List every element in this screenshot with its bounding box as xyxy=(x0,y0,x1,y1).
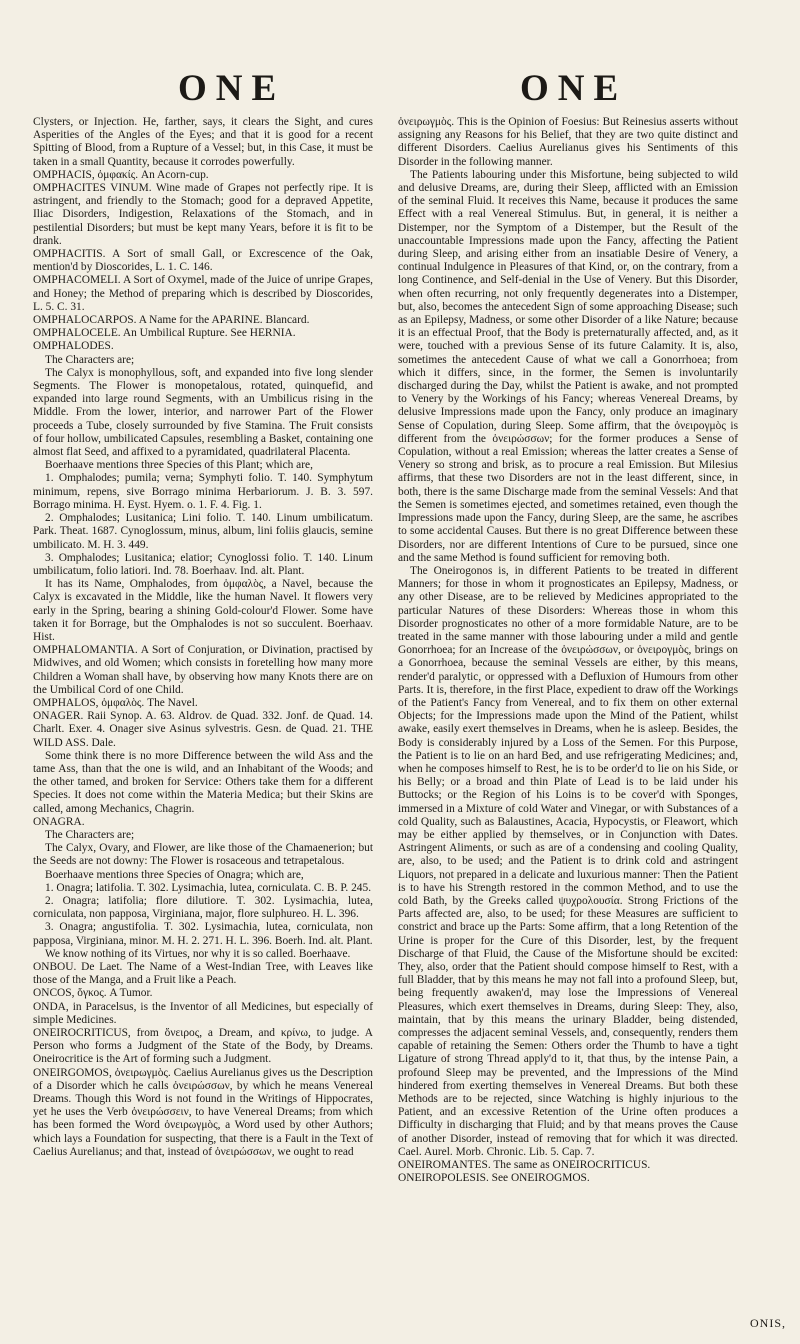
running-head-left: ONE xyxy=(178,68,286,109)
entry-paragraph: 1. Onagra; latifolia. T. 302. Lysimachia, lutea, corniculata. C. B. P. 245. xyxy=(45,881,372,894)
entry-onagra: ONAGRA. xyxy=(33,815,85,828)
entry-paragraph: It has its Name, Omphalodes, from ὀμφαλὸς, a Navel, because the Calyx is excavated in the Middle, like the human Navel. It flowers very early in the Spring, bearing a shining Gold-colour'd Flower. Some have taken it for Borrage, but the Omphalodes is not so succulent. Boerhaav. Hist. xyxy=(33,578,373,643)
entry-onbou: ONBOU. De Laet. The Name of a West-Indian Tree, with Leaves like those of the Manga, and a Fruit like a Peach. xyxy=(33,961,373,987)
entry-omphacis: OMPHACIS, ὀμφακίς. An Acorn-cup. xyxy=(33,168,209,181)
entry-paragraph: The Oneirogonos is, in different Patients to be treated in different Manners; for those in whom it prognosticates an Epilepsy, Madness, or any other Disease, are to be relieved by Medicines appropriated to the particular Natures of these Disorders: Whereas those in whom this Disorder prognosticates no other of a more formidable Nature, are to be treated in the same manner with those labouring under a mild and gentle Gonorrhoea; for an Increase of the ὀνειρώσσων, or ὀνειρογμὸς, brings on a Gonorrhoea, because the seminal Vessels are either, by this means, render'd paralytic, or oppressed with a Defluxion of Humours from other Parts. It is, therefore, in the first Place, expedient to draw off the Workings of the Patient's Fancy from Venereal, and to fix them on other external Objects; for the Impressions made upon the Mind of the Patient, whilst awake, easily exert themselves in Dreams, when he is asleep. Besides, the Body is considerably injured by a Loss of the Semen. For this Purpose, the Patient is to lie on an hard Bed, and use refrigerating Medicines; and, when he composes himself to Rest, he is to be order'd to lie on his Side, or his Belly; or a broad and thin Plate of Lead is to be laid under his Buttocks; or the Region of his Loins is to be cover'd with Sponges, immersed in a Mixture of cold Water and Vinegar, or with Substances of a cold Quality, such as Balaustines, Acacia, Hypocystis, or Fleawort, which may be either applied by themselves, or in Conjunction with Dates. Astringent Aliments, or such as are of a condensing and cooling Quality, are, also, to be used; and the Patient is to drink cold and astringent Liquors, not prepared in a delicate and luxurious manner: Then the Patient is to have his Strength restored in the common Method, and to use the cold Bath, by the Greeks called ψυχρολουσία. Strong Frictions of the Parts affected are, also, to be used; for these Measures are sufficient to constrict and brace up the Parts: Some affirm, that a long Retention of the Urine is proper for the Cure of this Disorder, lest, by the frequent Discharge of that Fluid, the Cause of the Misfortune should be excited: They, also, order that the Patient should compose himself to Rest, with a full Bladder, that by this means he may not fall into a profound Sleep, but, being frequently awaken'd, may lose the Impressions of Venereal Pleasures, which exert themselves in Dreams, during Sleep: They, also, maintain, that by this means the urinary Bladder, being distended, compresses the adjacent seminal Vessels, and, consequently, renders them capable of retaining the Semen: Others order the Thumb to have a tight Ligature of strong Thread apply'd to it, that thus, by the intense Pain, a profound Sleep may be prevented, and the Impressions of the Mind hindered from exerting themselves in Venereal Dreams. But both these Methods are to be rejected, since Watching is highly injurious to the Patient, and an excessive Retention of the Urine often produces a Difficulty in discharging that Fluid; and by that means proves the Cause of another Disorder, instead of removing that for which it was directed. Cael. Aurel. Morb. Chronic. Lib. 5. Cap. 7. xyxy=(398,564,738,1158)
entry-paragraph: 2. Omphalodes; Lusitanica; Lini folio. T. 140. Linum umbilicatum. Park. Theat. 1687. Cynoglossum, minus, album, lini foliis glaucis, semine umbilicato. M. H. 3. 449. xyxy=(33,512,373,551)
entry-paragraph: The Characters are; xyxy=(45,828,135,841)
entry-omphacitis: OMPHACITIS. A Sort of small Gall, or Excrescence of the Oak, mention'd by Dioscorides, L. 1. C. 146. xyxy=(33,248,373,274)
entry-paragraph: Clysters, or Injection. He, farther, says, it clears the Sight, and cures Asperities of the Angles of the Eyes; and that it is good for a recent Spitting of Blood, from a Rupture of a Vessel; but, in this Case, it must be taken in a small Quantity, because it corrodes powerfully. xyxy=(33,116,373,168)
entry-paragraph: The Characters are; xyxy=(45,353,135,366)
entry-oneirocriticus: ONEIROCRITICUS, from ὄνειρος, a Dream, and κρίνω, to judge. A Person who forms a Judgment of the State of the Body, by Dreams. Oneirocritice is the Art of forming such a Judgment. xyxy=(33,1027,373,1066)
entry-paragraph: The Patients labouring under this Misfortune, being subjected to wild and delusive Dreams, are, during their Sleep, afflicted with an Emission of the seminal Fluid. It receives this Name, because it produces the same Effect with a real Venereal Stimulus. But, in general, it is neither a Distemper, nor the Symptom of a Distemper, but the Result of the unaccountable Impressions made upon the Fancy, affecting the Patient during Sleep, and arising either from an insatiable Desire of Venery, a continual Indulgence in Pleasures of that Kind, or, on the contrary, from a long Continence, and Self-denial in the Use of Venery. But this Disorder, when often recurring, not only frequently degenerates into a Distemper, but, also, becomes the antecedent Sign of some approaching Disease; such as an Epilepsy, Madness, or some other Disorder of a like Nature; because it is an effectual Proof, that the Body is preternaturally affected, and, as it were, touched with a previous Sense of its future Calamity. It is, also, sometimes the antecedent Cause of what we call a Gonorrhoea; from which it differs, since, in the former, the Semen is involuntarily discharged during the Day, whilst the Patient is awake, and not prompted to Venery by the Workings of his Fancy; whereas Venereal Dreams, by delusive Impressions made upon the Fancy, only produce an imaginary Sense of Copulation, during Sleep. Some affirm, that the ὀνειρογμὸς is different from the ὀνειρώσσων; for the former produces a Sense of Copulation, without a real Emission; whereas the latter creates a Sense of Venery so strong and brisk, as to procure a real Emission. But Milesius affirms, that these two Disorders are not in the least different, since, in both, there is the same Discharge made from the seminal Vessels: And that the Semen is sometimes ejected, and sometimes retained, even though the Impressions made upon the Fancy, during Sleep, are the same, he ascribes to some accidental Causes. But there is no great Difference between these Disorders, nor are different Intentions of Cure to be pursued, since one and the same Method is found sufficient for removing both. xyxy=(398,168,738,564)
entry-paragraph: The Calyx is monophyllous, soft, and expanded into five long slender Segments. The Flower is monopetalous, rotated, quinquefid, and expanded into large round Segments, with an Umbilicus rising in the Middle. From the lower, interior, and narrower Part of the Flower proceeds a Tube, closely surrounded by five Stamina. The Fruit consists of four hollow, umbilicated Capsules, resembling a Basket, containing one almost flat Seed, and affixed to a pyramidated, quadrilateral Placenta. xyxy=(33,366,373,459)
entry-paragraph: 2. Onagra; latifolia; flore dilutiore. T. 302. Lysimachia, lutea, corniculata, non papposa, Virginiana, major, flore sulphureo. H. L. 396. xyxy=(33,894,373,921)
entry-oncos: ONCOS, ὄγκος. A Tumor. xyxy=(33,987,153,1000)
entry-paragraph: Boerhaave mentions three Species of this Plant; which are, xyxy=(45,459,313,472)
entry-paragraph: 1. Omphalodes; pumila; verna; Symphyti folio. T. 140. Symphytum minimum, repens, sive Borrago minima Herbariorum. J. B. 3. 597. Borrago minima. H. Eyst. Hyem. o. 1. F. 4. Fig. 1. xyxy=(33,472,373,511)
entry-onda: ONDA, in Paracelsus, is the Inventor of all Medicines, but especially of simple Medicines. xyxy=(33,1000,373,1026)
entry-oneirgomos: ONEIRGOMOS, ὀνειρωγμὸς. Caelius Aurelianus gives us the Description of a Disorder which he calls ὀνειρώσσων, by which he means Venereal Dreams. Though this Word is not found in the Writings of Hippocrates, yet he uses the Verb ὀνειρώσσειν, to have Venereal Dreams; from which has been formed the Word ὀνειρωγμὸς, a Word used by other Authors; which lays a Foundation for suspecting, that there is a Fault in the Text of Caelius Aurelianus; and that, instead of ὀνειρώσσων, we ought to read xyxy=(33,1066,373,1158)
entry-oneiropolesis: ONEIROPOLESIS. See ONEIROGMOS. xyxy=(398,1172,590,1185)
entry-paragraph: We know nothing of its Virtues, nor why it is so called. Boerhaave. xyxy=(45,947,351,960)
entry-onager: ONAGER. Raii Synop. A. 63. Aldrov. de Quad. 332. Jonf. de Quad. 14. Charlt. Exer. 4. Onager sive Asinus sylvestris. Gesn. de Quad. 21. THE WILD ASS. Dale. xyxy=(33,710,373,749)
entry-paragraph: The Calyx, Ovary, and Flower, are like those of the Chamaenerion; but the Seeds are not downy: The Flower is rosaceous and tetrapetalous. xyxy=(33,842,373,868)
entry-omphacomeli: OMPHACOMELI. A Sort of Oxymel, made of the Juice of unripe Grapes, and Honey; the Method of preparing which is described by Dioscorides, L. 5. C. 31. xyxy=(33,274,373,313)
entry-omphacites-vinum: OMPHACITES VINUM. Wine made of Grapes not perfectly ripe. It is astringent, and friendly to the Stomach; good for a depraved Appetite, Iliac Disorders, Indigestion, Relaxations of the Stomach, and in pestilential Disorders; but must be kept many Years, before it is fit to be drank. xyxy=(33,182,373,247)
running-head-right: ONE xyxy=(520,68,628,109)
entry-paragraph: 3. Omphalodes; Lusitanica; elatior; Cynoglossi folio. T. 140. Linum umbilicatum, folio latiori. Ind. 78. Boerhaav. Ind. alt. Plant. xyxy=(33,551,373,577)
entry-omphalos: OMPHALOS, ὀμφαλὸς. The Navel. xyxy=(33,696,198,709)
entry-omphalocarpos: OMPHALOCARPOS. A Name for the APARINE. Blancard. xyxy=(33,314,310,327)
catchword: ONIS, xyxy=(749,1316,786,1330)
entry-paragraph: ὀνειρωγμὸς. This is the Opinion of Foesius: But Reinesius asserts without assigning any Reasons for his Belief, that they are two quite distinct and different Disorders. Caelius Aurelianus gives his Sentiments of this Disorder in the following manner. xyxy=(398,116,738,168)
entry-paragraph: 3. Onagra; angustifolia. T. 302. Lysimachia, lutea, corniculata, non papposa, Virginiana, minor. M. H. 2. 271. H. L. 396. Boerh. Ind. alt. Plant. xyxy=(33,921,373,947)
entry-omphalodes: OMPHALODES. xyxy=(33,340,114,353)
entry-omphalocele: OMPHALOCELE. An Umbilical Rupture. See HERNIA. xyxy=(33,327,296,340)
entry-omphalomantia: OMPHALOMANTIA. A Sort of Conjuration, or Divination, practised by Midwives, and old Women; which consists in foretelling how many more Children a Woman shall have, by observing how many Knots there are on the Umbilical Cord of one Child. xyxy=(33,644,373,696)
entry-oneiromantes: ONEIROMANTES. The same as ONEIROCRITICUS. xyxy=(398,1159,651,1172)
right-column xyxy=(398,116,738,1185)
entry-paragraph: Some think there is no more Difference between the wild Ass and the tame Ass, than that the one is wild, and an Inhabitant of the Woods; and the other tamed, and broken for Service: Others take them for a different Species. It does not come within the Materia Medica; but their Skins are called, among Mechanics, Chagrin. xyxy=(33,749,373,815)
entry-paragraph: Boerhaave mentions three Species of Onagra; which are, xyxy=(45,868,304,881)
left-column xyxy=(33,116,373,1159)
